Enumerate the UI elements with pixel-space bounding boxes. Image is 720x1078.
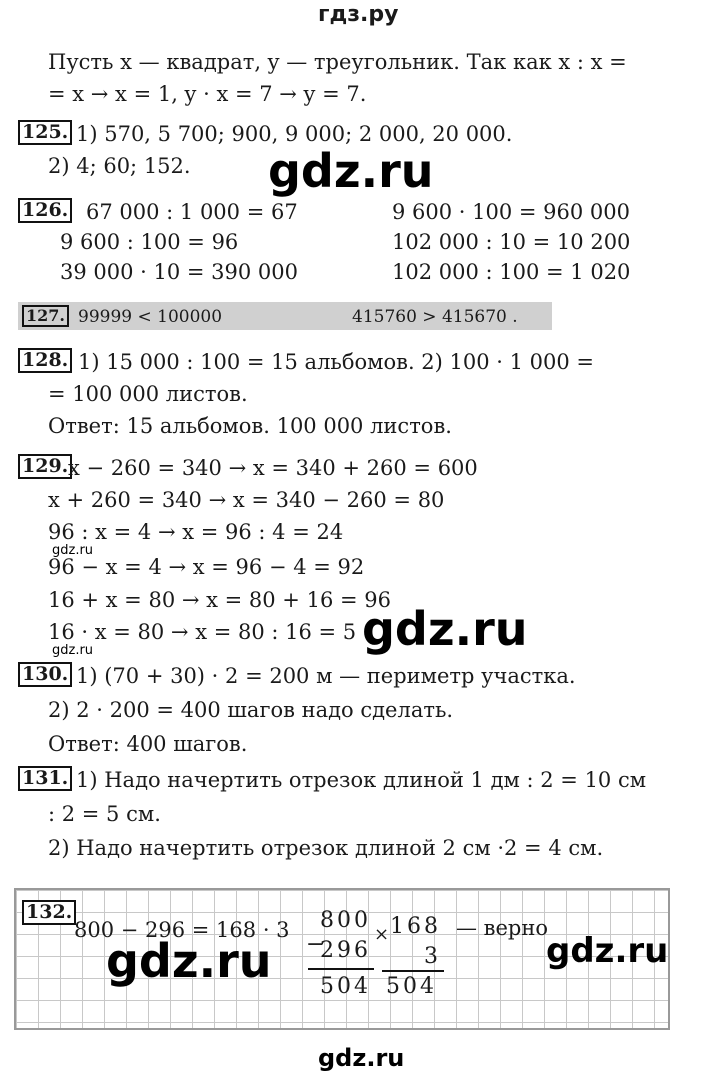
subtraction-top: 800: [320, 908, 371, 933]
problem-128-line-2: = 100 000 листов.: [48, 382, 248, 406]
subtraction-result: 504: [320, 974, 371, 999]
problem-126-right-3: 102 000 : 100 = 1 020: [392, 260, 631, 284]
footer-watermark: gdz.ru: [318, 1044, 405, 1072]
problem-130-line-1: 1) (70 + 30) · 2 = 200 м — периметр участка.: [76, 664, 576, 688]
problem-131-line-1: 1) Надо начертить отрезок длиной 1 дм : 2 = 10 см: [76, 768, 647, 792]
problem-126-left-1: 67 000 : 1 000 = 67: [86, 200, 298, 224]
site-header: гдз.ру: [318, 2, 399, 27]
watermark-large-left: gdz.ru: [106, 934, 272, 988]
problem-125-line-2: 2) 4; 60; 152.: [48, 154, 191, 178]
problem-125-number: 125.: [18, 120, 72, 145]
problem-125-line-1: 1) 570, 5 700; 900, 9 000; 2 000, 20 000.: [76, 122, 513, 146]
problem-132-number: 132.: [22, 900, 76, 925]
problem-126-left-3: 39 000 · 10 = 390 000: [60, 260, 299, 284]
problem-131-line-2: : 2 = 5 см.: [48, 802, 161, 826]
multiplication-result: 504: [386, 974, 437, 999]
watermark-medium-right: gdz.ru: [546, 931, 669, 971]
problem-129-line-6: 16 · x = 80 → x = 80 : 16 = 5: [48, 620, 357, 644]
intro-line-2: = x → x = 1, y · x = 7 → y = 7.: [48, 82, 367, 106]
problem-127-right: 415760 > 415670 .: [352, 307, 518, 327]
problem-129-line-3: 96 : x = 4 → x = 96 : 4 = 24: [48, 520, 344, 544]
problem-131-number: 131.: [18, 766, 72, 791]
problem-126-right-1: 9 600 · 100 = 960 000: [392, 200, 631, 224]
problem-132-equation: 800 − 296 = 168 · 3: [74, 918, 290, 942]
multiplication-rule: [382, 970, 444, 972]
problem-130-number: 130.: [18, 662, 72, 687]
problem-126-number: 126.: [18, 198, 72, 223]
problem-129-number: 129.: [18, 454, 72, 479]
problem-129-line-2: x + 260 = 340 → x = 340 − 260 = 80: [48, 488, 445, 512]
watermark-small-2: gdz.ru: [52, 643, 94, 658]
watermark-small-1: gdz.ru: [52, 543, 94, 558]
multiplication-top: 168: [390, 914, 441, 939]
problem-130-line-2: 2) 2 · 200 = 400 шагов надо сделать.: [48, 698, 454, 722]
problem-126-right-2: 102 000 : 10 = 10 200: [392, 230, 631, 254]
problem-131-line-3: 2) Надо начертить отрезок длиной 2 см ·2 = 4 см.: [48, 836, 604, 860]
problem-128-line-3: Ответ: 15 альбомов. 100 000 листов.: [48, 414, 452, 438]
multiplication-bottom: 3: [424, 944, 441, 969]
watermark-large-middle: gdz.ru: [362, 602, 528, 656]
problem-130-line-3: Ответ: 400 шагов.: [48, 732, 248, 756]
intro-line-1: Пусть x — квадрат, y — треугольник. Так как x : x =: [48, 50, 627, 74]
problem-129-line-4: 96 − x = 4 → x = 96 − 4 = 92: [48, 555, 365, 579]
problem-128-number: 128.: [18, 348, 72, 373]
subtraction-minus: −: [306, 932, 328, 957]
problem-132-verdict: — верно: [456, 916, 549, 940]
subtraction-rule: [308, 968, 374, 970]
problem-129-line-5: 16 + x = 80 → x = 80 + 16 = 96: [48, 588, 391, 612]
problem-126-left-2: 9 600 : 100 = 96: [60, 230, 239, 254]
subtraction-bottom: 296: [320, 938, 371, 963]
problem-127-left: 99999 < 100000: [78, 307, 223, 327]
multiplication-sign: ×: [374, 924, 393, 945]
problem-127-number: 127.: [22, 305, 69, 327]
watermark-large-top: gdz.ru: [268, 144, 434, 198]
problem-129-line-1: x − 260 = 340 → x = 340 + 260 = 600: [68, 456, 478, 480]
problem-128-line-1: 1) 15 000 : 100 = 15 альбомов. 2) 100 · 1 000 =: [78, 350, 595, 374]
